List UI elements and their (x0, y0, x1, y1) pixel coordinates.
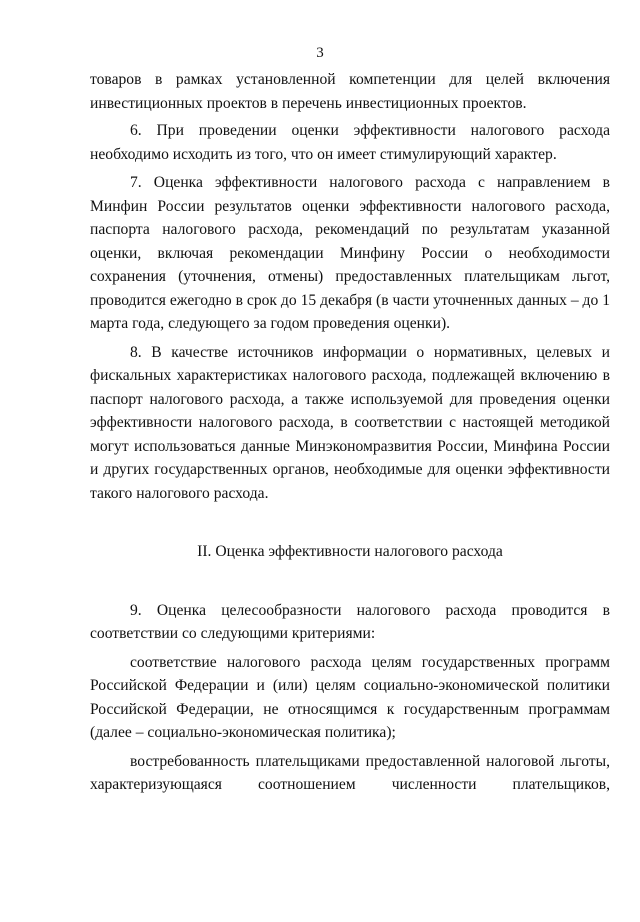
page-number: 3 (316, 45, 324, 61)
paragraph-9: 9. Оценка целесообразности налогового расхода проводится в соответствии со следующими критериями: (90, 601, 610, 642)
paragraph-criterion-1: соответствие налогового расхода целям государственных программ Российской Федерации и (или) целям социально-экономической политики Российской Федерации, не относящимся к государственным программам (далее – социально-экономическая политика); (90, 653, 610, 741)
paragraph-8: 8. В качестве источников информации о нормативных, целевых и фискальных характеристиках налогового расхода, подлежащей включению в паспорт налогового расхода, а также используемой для проведения оценки эффективности налогового расхода, в соответствии с настоящей методикой могут использоваться данные Минэкономразвития России, Минфина России и других государственных органов, необходимые для оценки эффективности такого налогового расхода. (90, 343, 610, 502)
paragraph-criterion-2: востребованность плательщиками предоставленной налоговой льготы, характеризующаяся соотношением численности плательщиков, (90, 752, 610, 793)
paragraph-6: 6. При проведении оценки эффективности налогового расхода необходимо исходить из того, что он имеет стимулирующий характер. (90, 122, 610, 163)
paragraph-7: 7. Оценка эффективности налогового расхода с направлением в Минфин России результатов оценки эффективности налогового расхода, паспорта налогового расхода, рекомендаций по результатам указанной оценки, включая рекомендации Минфину России о необходимости сохранения (уточнения, отмены) предоставленных плательщикам льгот, проводится ежегодно в срок до 15 декабря (в части уточненных данных – до 1 марта года, следующего за годом проведения оценки). (90, 174, 610, 332)
section-heading: II. Оценка эффективности налогового расхода (197, 543, 503, 560)
document-body (90, 68, 610, 797)
paragraph-continuation: товаров в рамках установленной компетенции для целей включения инвестиционных проектов в перечень инвестиционных проектов. (90, 71, 610, 112)
